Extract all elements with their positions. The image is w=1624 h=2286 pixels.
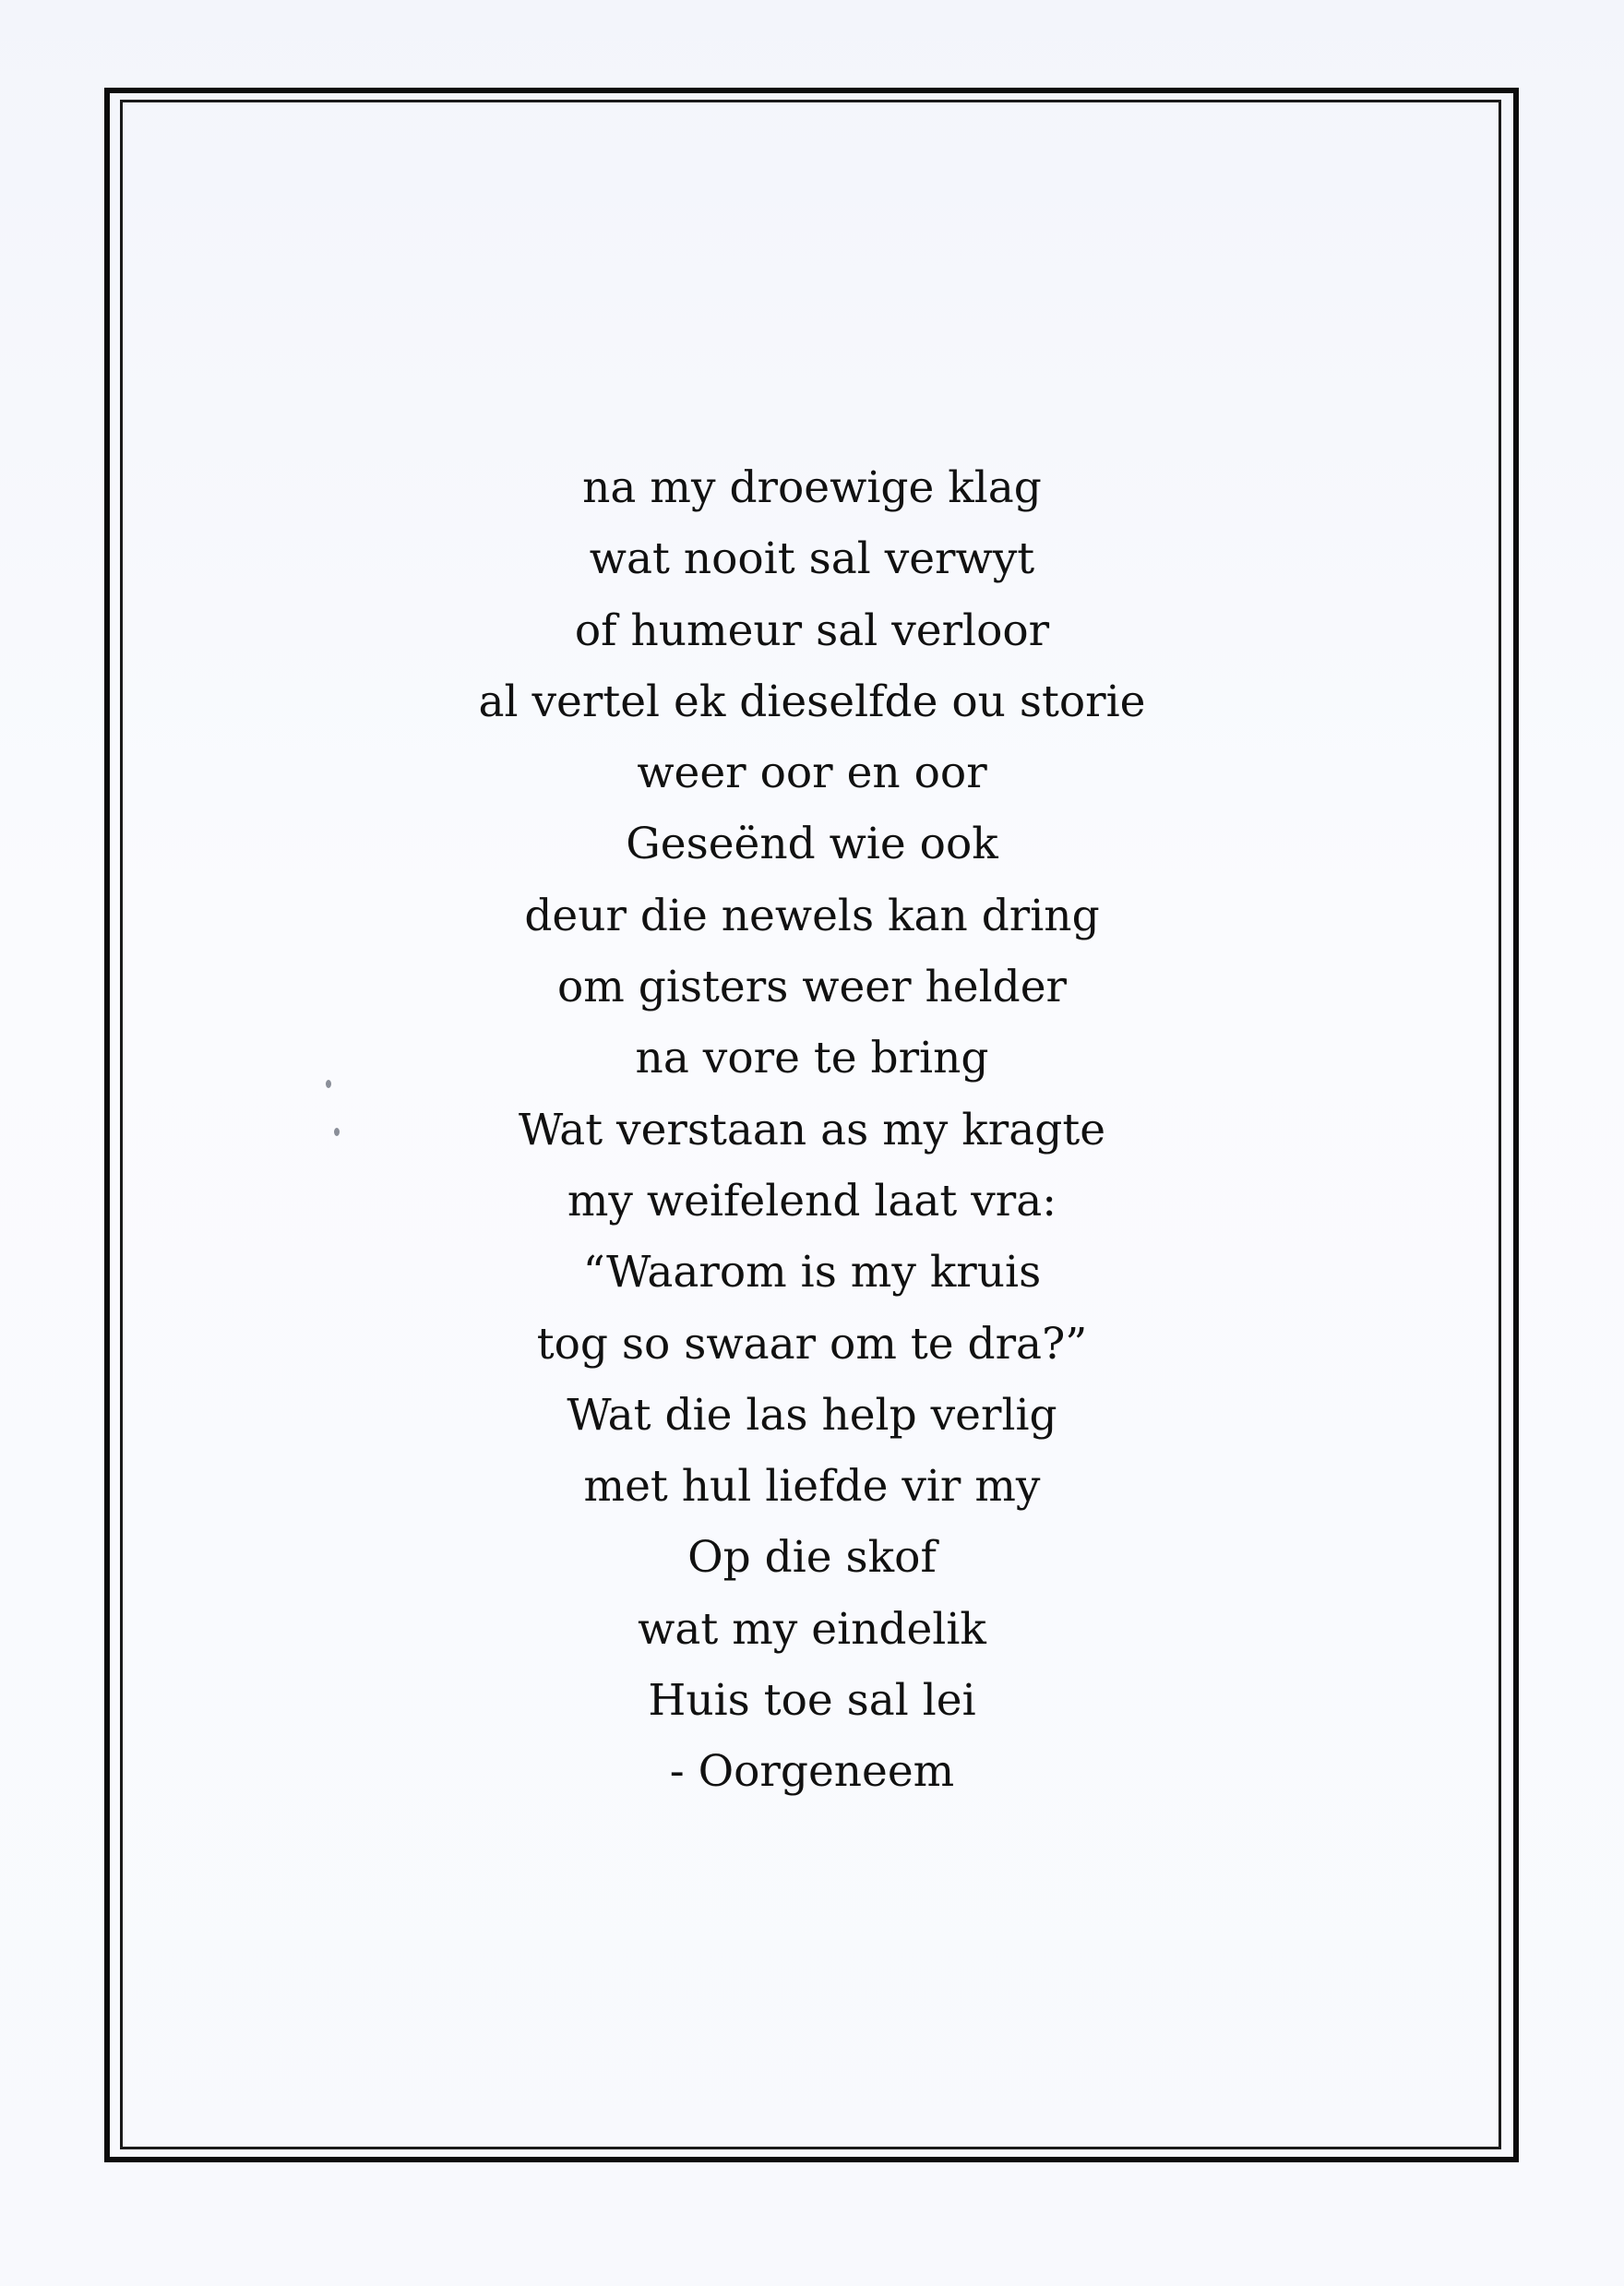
poem-line: of humeur sal verloor <box>574 604 1050 656</box>
poem-attribution: - Oorgeneem <box>669 1746 955 1798</box>
poem-line: Op die skof <box>687 1532 937 1584</box>
poem-line: tog so swaar om te dra?” <box>536 1318 1088 1370</box>
poem-line: na my droewige klag <box>582 462 1042 513</box>
poem-line: al vertel ek dieselfde ou storie <box>478 676 1146 727</box>
poem-line: Huis toe sal lei <box>648 1675 976 1727</box>
poem-line: “Waarom is my kruis <box>582 1247 1042 1299</box>
poem-line: deur die newels kan dring <box>524 890 1100 941</box>
poem-line: Geseënd wie ook <box>626 819 998 870</box>
poem-line: weer oor en oor <box>637 748 987 799</box>
poem-line: met hul liefde vir my <box>583 1461 1041 1513</box>
poem-line: wat nooit sal verwyt <box>589 533 1035 585</box>
poem-line: Wat verstaan as my kragte <box>518 1104 1106 1155</box>
poem-line: na vore te bring <box>635 1033 989 1084</box>
poem-line: my weifelend laat vra: <box>567 1175 1057 1227</box>
poem-text <box>129 452 1495 1808</box>
poem-line: om gisters weer helder <box>556 962 1068 1013</box>
poem-line: wat my eindelik <box>638 1603 986 1655</box>
poem-line: Wat die las help verlig <box>567 1389 1057 1441</box>
